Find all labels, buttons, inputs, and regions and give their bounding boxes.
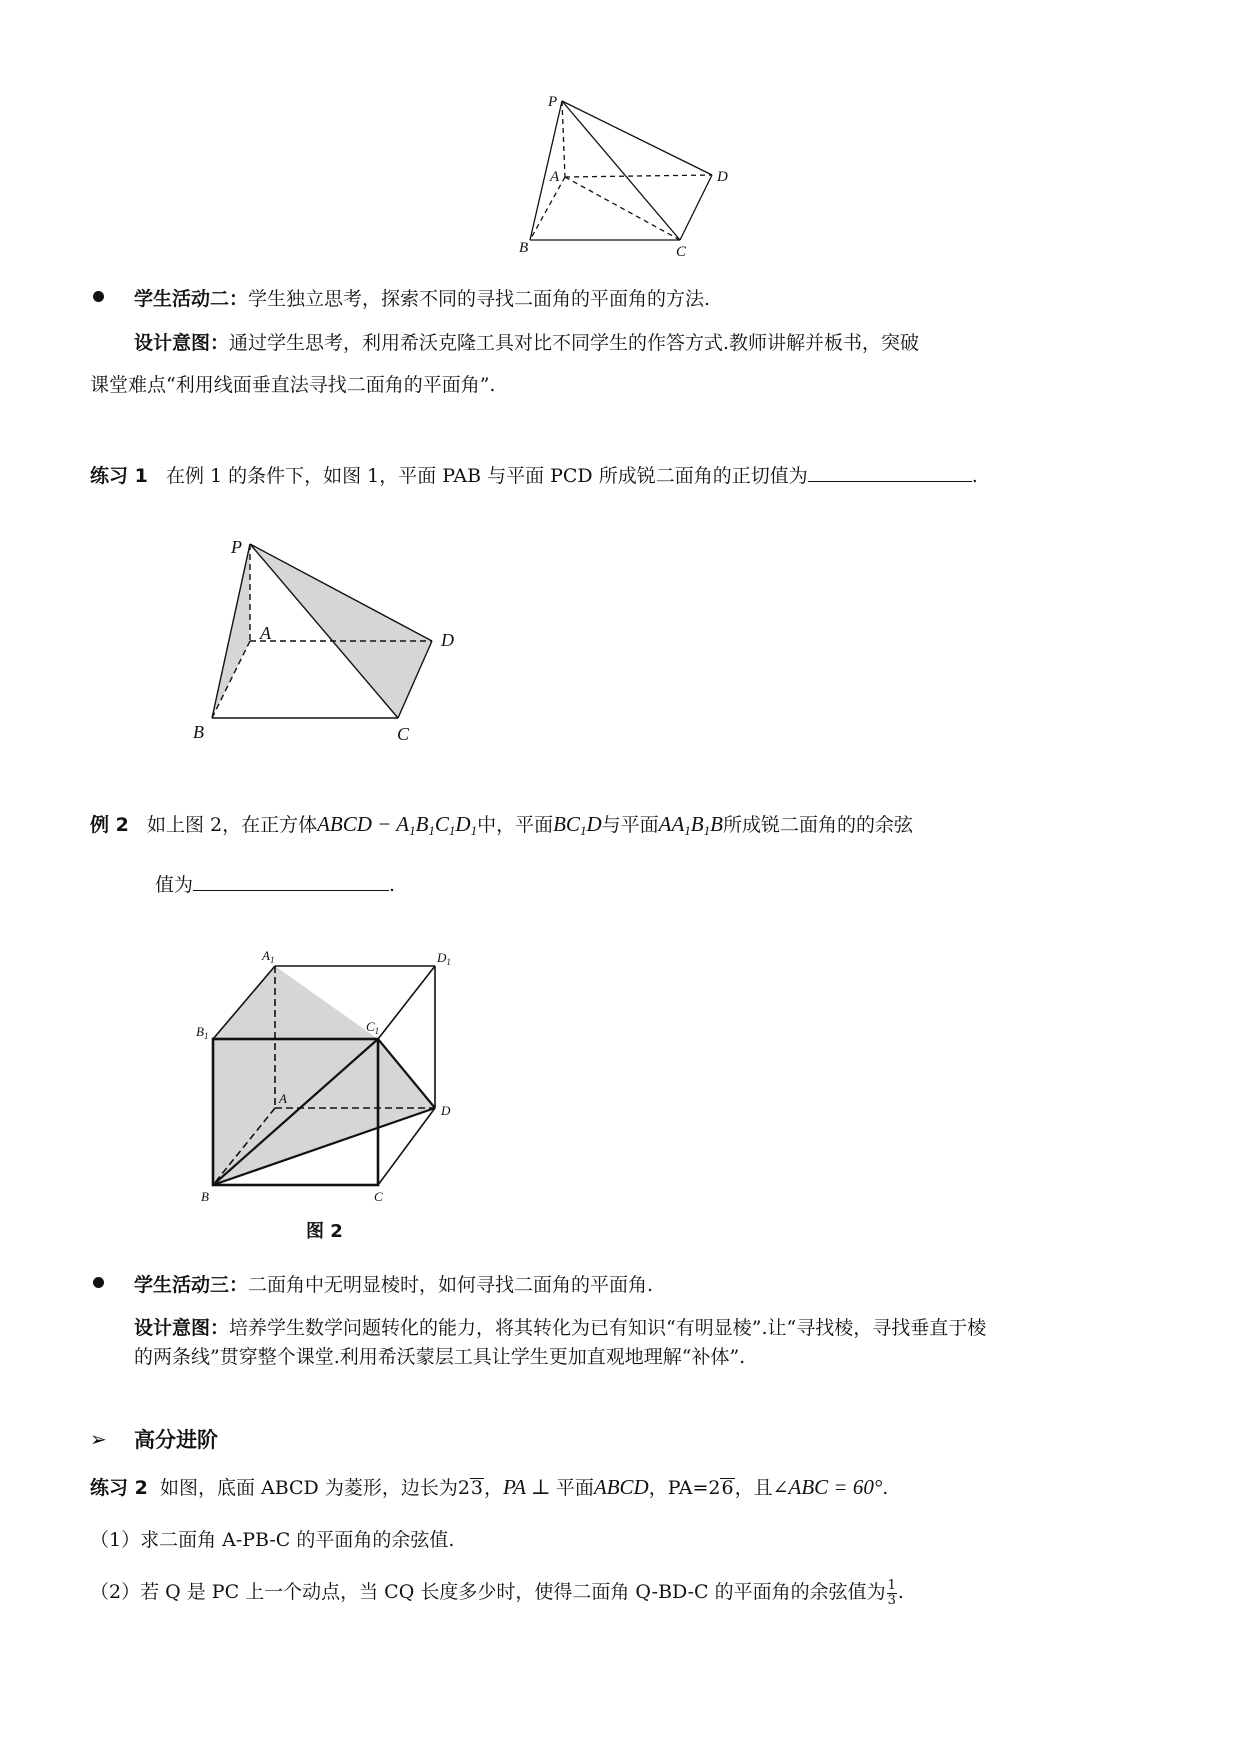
exercise2-q2-text: （2）若 Q 是 PC 上一个动点，当 CQ 长度多少时，使得二面角 Q-BD-C 的平面角的余弦值为 <box>90 1581 886 1603</box>
cube-label-a1: $A_1$ <box>262 948 275 965</box>
ex1-label-c: C <box>397 724 410 744</box>
pa-perp: PA ⊥ <box>503 1475 556 1499</box>
activity3-intent-line2: 的两条线”贯穿整个课堂.利用希沃蒙层工具让学生更加直观地理解“补体”. <box>134 1346 746 1368</box>
activity2-intent-line2: 课堂难点“利用线面垂直法寻找二面角的平面角”. <box>90 374 496 396</box>
cube-label-d: D <box>441 1103 451 1118</box>
example2-suffix: 所成锐二面角的的余弦 <box>722 814 913 836</box>
cube-label-c: C <box>374 1189 383 1204</box>
exercise2-line: 练习 2 如图，底面 ABCD 为菱形，边长为23，PA ⊥ 平面ABCD，PA=26，且∠ABC = 60°. <box>90 1475 889 1499</box>
figure2-caption: 图 2 <box>306 1221 343 1242</box>
plane-bc1d: $BC_1D$ <box>553 812 602 838</box>
exercise2-text1: 如图，底面 ABCD 为菱形，边长为2 <box>159 1477 470 1499</box>
fig1-label-b: B <box>519 240 529 256</box>
cube-name: ABCD − $A_1B_1C_1D_1$ <box>317 812 478 838</box>
cube-label-a: A <box>279 1091 287 1106</box>
plane-abcd: ABCD <box>593 1475 649 1499</box>
activity2-intent-label: 设计意图： <box>134 332 230 354</box>
cube-label-c1: $C_1$ <box>366 1019 380 1036</box>
angle-abc: ABC = 60° <box>788 1475 883 1499</box>
activity3-text: 二面角中无明显棱时，如何寻找二面角的平面角. <box>248 1274 654 1296</box>
sqrt-3: 3 <box>470 1477 484 1499</box>
advanced-title: 高分进阶 <box>134 1428 218 1452</box>
exercise1-label: 练习 1 <box>90 465 148 487</box>
example2-end: . <box>389 874 396 896</box>
example2-mid2: 与平面 <box>601 814 659 836</box>
fig1-label-p: P <box>548 94 558 110</box>
activity2-intent-text1: 通过学生思考，利用希沃克隆工具对比不同学生的作答方式.教师讲解并板书，突破 <box>229 332 920 354</box>
activity3-line <box>134 1270 653 1297</box>
cube-label-d1: $D_1$ <box>437 950 451 967</box>
activity3-intent-label: 设计意图： <box>134 1317 230 1339</box>
cube-label-b: B <box>201 1189 209 1204</box>
example2-prefix: 如上图 2，在正方体 <box>146 814 318 836</box>
activity2-label: 学生活动二： <box>134 288 249 310</box>
exercise1-text: 在例 1 的条件下，如图 1，平面 PAB 与平面 PCD 所成锐二面角的正切值为 <box>165 465 808 487</box>
activity3-label: 学生活动三： <box>134 1274 249 1296</box>
bullet <box>93 1277 104 1288</box>
ex1-label-p: P <box>231 537 242 557</box>
cube-label-b1: $B_1$ <box>196 1024 209 1041</box>
fraction-one-third: $\frac{1}{3}$ <box>887 1577 896 1608</box>
sqrt-6: 6 <box>721 1477 734 1499</box>
plane-aa1b1b: $AA_1B_1B$ <box>658 812 723 838</box>
arrow-bullet-icon: ➢ <box>90 1427 107 1451</box>
activity3-intent-line1 <box>134 1313 986 1340</box>
exercise1-end: . <box>971 465 978 487</box>
ex1-label-d: D <box>441 630 454 650</box>
fig1-label-d: D <box>717 169 728 185</box>
activity3-intent-text1: 培养学生数学问题转化的能力，将其转化为已有知识“有明显棱”.让“寻找棱，寻找垂直于棱 <box>229 1317 987 1339</box>
ex1-label-a: A <box>260 623 271 643</box>
activity2-text: 学生独立思考，探索不同的寻找二面角的平面角的方法. <box>248 288 711 310</box>
exercise2-q2: （2）若 Q 是 PC 上一个动点，当 CQ 长度多少时，使得二面角 Q-BD-C 的平面角的余弦值为 $\frac{1}{3}$ . <box>90 1577 904 1608</box>
example2-line2-text: 值为 <box>155 874 194 896</box>
example2-mid1: 中，平面 <box>477 814 554 836</box>
fig1-label-c: C <box>676 244 687 260</box>
fig1-label-a: A <box>550 169 560 185</box>
example2-label: 例 2 <box>90 814 129 836</box>
exercise2-q1: （1）求二面角 A-PB-C 的平面角的余弦值. <box>90 1529 455 1551</box>
exercise2-label: 练习 2 <box>90 1477 148 1499</box>
ex1-label-b: B <box>193 722 204 742</box>
